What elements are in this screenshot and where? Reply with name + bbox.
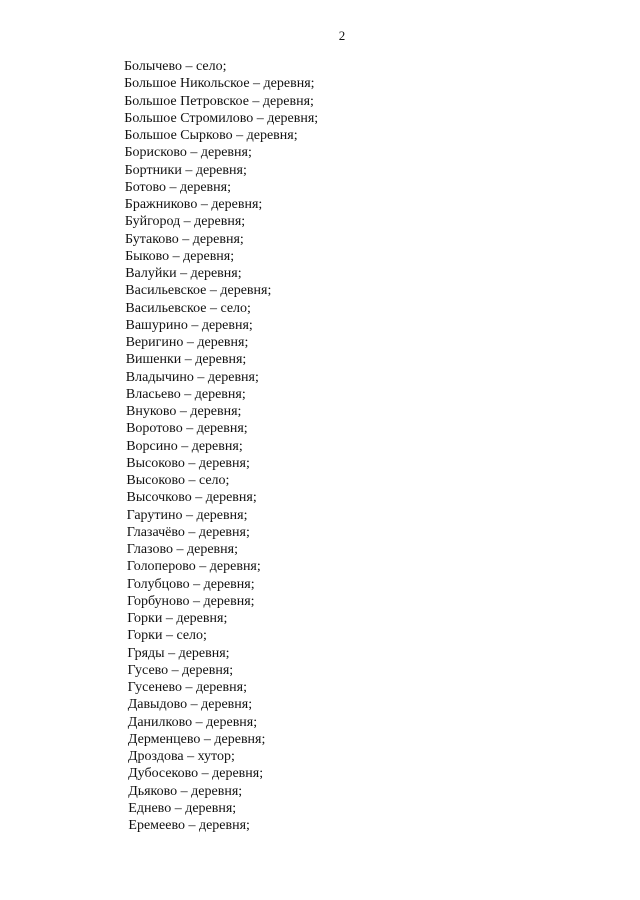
list-item: Васильевское – село; [125,300,251,316]
list-item: Борисково – деревня; [124,145,252,161]
list-item: Дубосеково – деревня; [128,766,264,782]
list-item: Голубцово – деревня; [127,576,255,592]
list-item: Данилково – деревня; [127,714,258,730]
list-item: Большое Сырково – деревня; [124,128,298,143]
list-item: Бражниково – деревня; [124,197,263,212]
list-item: Болычево – село; [124,59,227,74]
list-item: Дьяково – деревня; [128,783,243,799]
list-item: Высочково – деревня; [126,490,257,506]
list-item: Высоково – село; [126,473,230,488]
list-item: Веригино – деревня; [125,335,249,350]
list-item: Глазачёво – деревня; [126,524,250,540]
list-item: Большое Петровское – деревня; [124,93,314,109]
list-item: Валуйки – деревня; [125,266,242,281]
list-item: Быково – деревня; [125,248,235,264]
list-item: Горки – село; [127,628,207,644]
list-item: Буйгород – деревня; [124,214,246,230]
list-item: Власьево – деревня; [125,386,246,402]
list-item: Большое Стромилово – деревня; [124,110,319,126]
list-item: Дроздова – хутор; [128,749,235,764]
list-item: Еремеево – деревня; [128,818,250,833]
list-item: Большое Никольское – деревня; [124,76,315,92]
list-item: Еднево – деревня; [128,800,237,816]
list-item: Горки – деревня; [127,611,228,626]
list-item: Гарутино – деревня; [126,507,248,523]
list-item: Вашурино – деревня; [125,317,253,333]
list-item: Бортники – деревня; [124,162,247,178]
list-item: Внуково – деревня; [126,404,242,419]
list-item: Глазово – деревня; [126,542,238,557]
list-item: Гряды – деревня; [127,645,230,661]
list-item: Гусево – деревня; [127,662,234,678]
list-item: Гусенево – деревня; [127,680,247,695]
list-item: Горбуново – деревня; [127,593,255,609]
list-item: Высоково – деревня; [126,455,250,471]
list-item: Давыдово – деревня; [127,697,253,713]
list-item: Дерменцево – деревня; [127,731,266,747]
list-item: Бутаково – деревня; [125,231,244,247]
list-item: Вишенки – деревня; [125,352,247,368]
list-item: Ботово – деревня; [124,179,231,195]
page-number: 2 [338,28,346,43]
list-item: Владычино – деревня; [125,369,259,385]
list-item: Ворсино – деревня; [126,438,243,454]
list-item: Васильевское – деревня; [125,283,272,299]
list-item: Воротово – деревня; [126,421,248,437]
list-item: Голоперово – деревня; [126,559,261,575]
